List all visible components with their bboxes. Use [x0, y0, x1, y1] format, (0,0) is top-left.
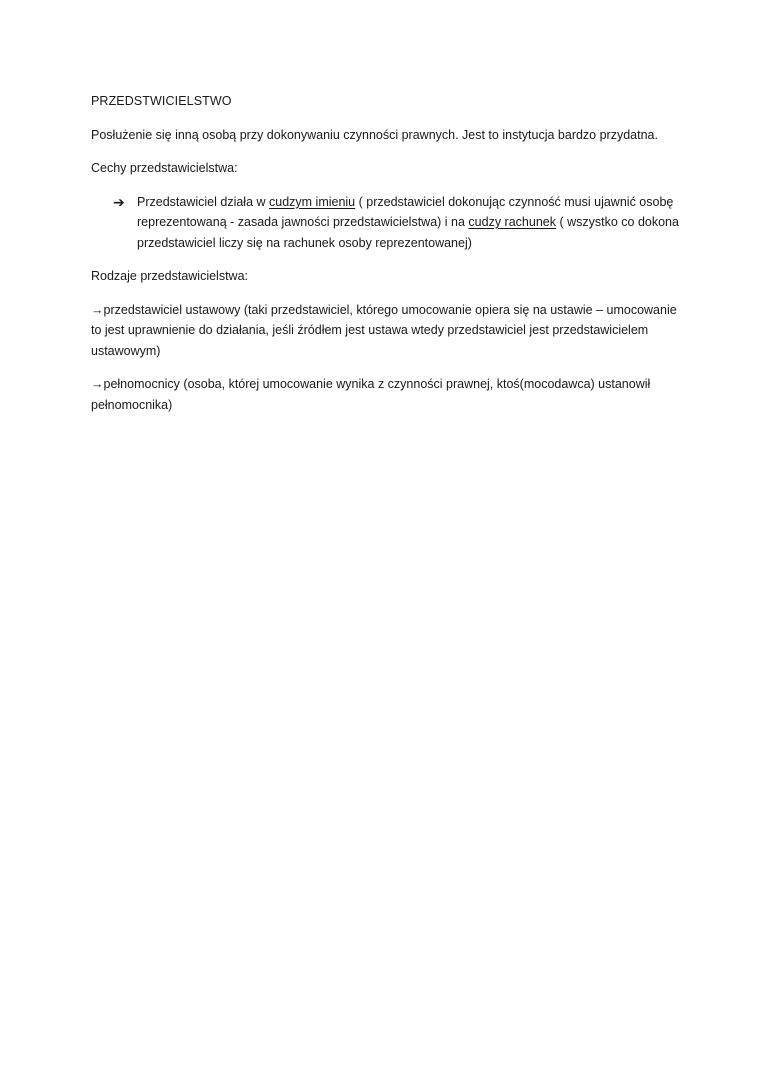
- feature-bullet-text: [137, 192, 681, 254]
- type-item-statutory: [91, 300, 681, 362]
- feature-bullet-item: [91, 192, 681, 254]
- underlined-term-cudzym-imieniu: cudzym imieniu: [269, 194, 356, 209]
- feature-text-part1: Przedstawiciel działa w: [137, 194, 269, 209]
- types-heading: Rodzaje przedstawicielstwa:: [91, 269, 249, 283]
- underlined-term-cudzy-rachunek: cudzy rachunek: [468, 215, 556, 229]
- feature-text-part2: ( przedstawiciel dokonując czynność musi ujawnić osobę reprezentowaną - zasada jawności przedstawicielstwa) i na: [137, 194, 674, 229]
- document-body: [91, 91, 681, 428]
- document-title: PRZEDSTWICIELSTWO: [91, 94, 232, 108]
- feature-text-part3: ( wszystko co dokona przedstawiciel liczy się na rachunek osoby reprezentowanej): [137, 215, 679, 250]
- arrow-icon: →: [91, 377, 104, 391]
- type-item-attorney-text: pełnomocnicy (osoba, której umocowanie wynika z czynności prawnej, ktoś(mocodawca) ustanowił pełnomocnika): [91, 377, 651, 412]
- features-heading: Cechy przedstawicielstwa:: [91, 161, 238, 175]
- type-item-statutory-text: przedstawiciel ustawowy (taki przedstawiciel, którego umocowanie opiera się na ustawie – umocowanie to jest uprawnienie do działania, jeśli źródłem jest ustawa wtedy przedstawiciel jest przedstawicielem ustawowym): [91, 302, 677, 358]
- arrow-bullet-icon: ➔: [113, 193, 125, 210]
- type-item-attorney: [91, 374, 681, 415]
- intro-paragraph: Posłużenie się inną osobą przy dokonywaniu czynności prawnych. Jest to instytucja bardzo przydatna.: [91, 127, 658, 142]
- arrow-icon: →: [91, 302, 104, 317]
